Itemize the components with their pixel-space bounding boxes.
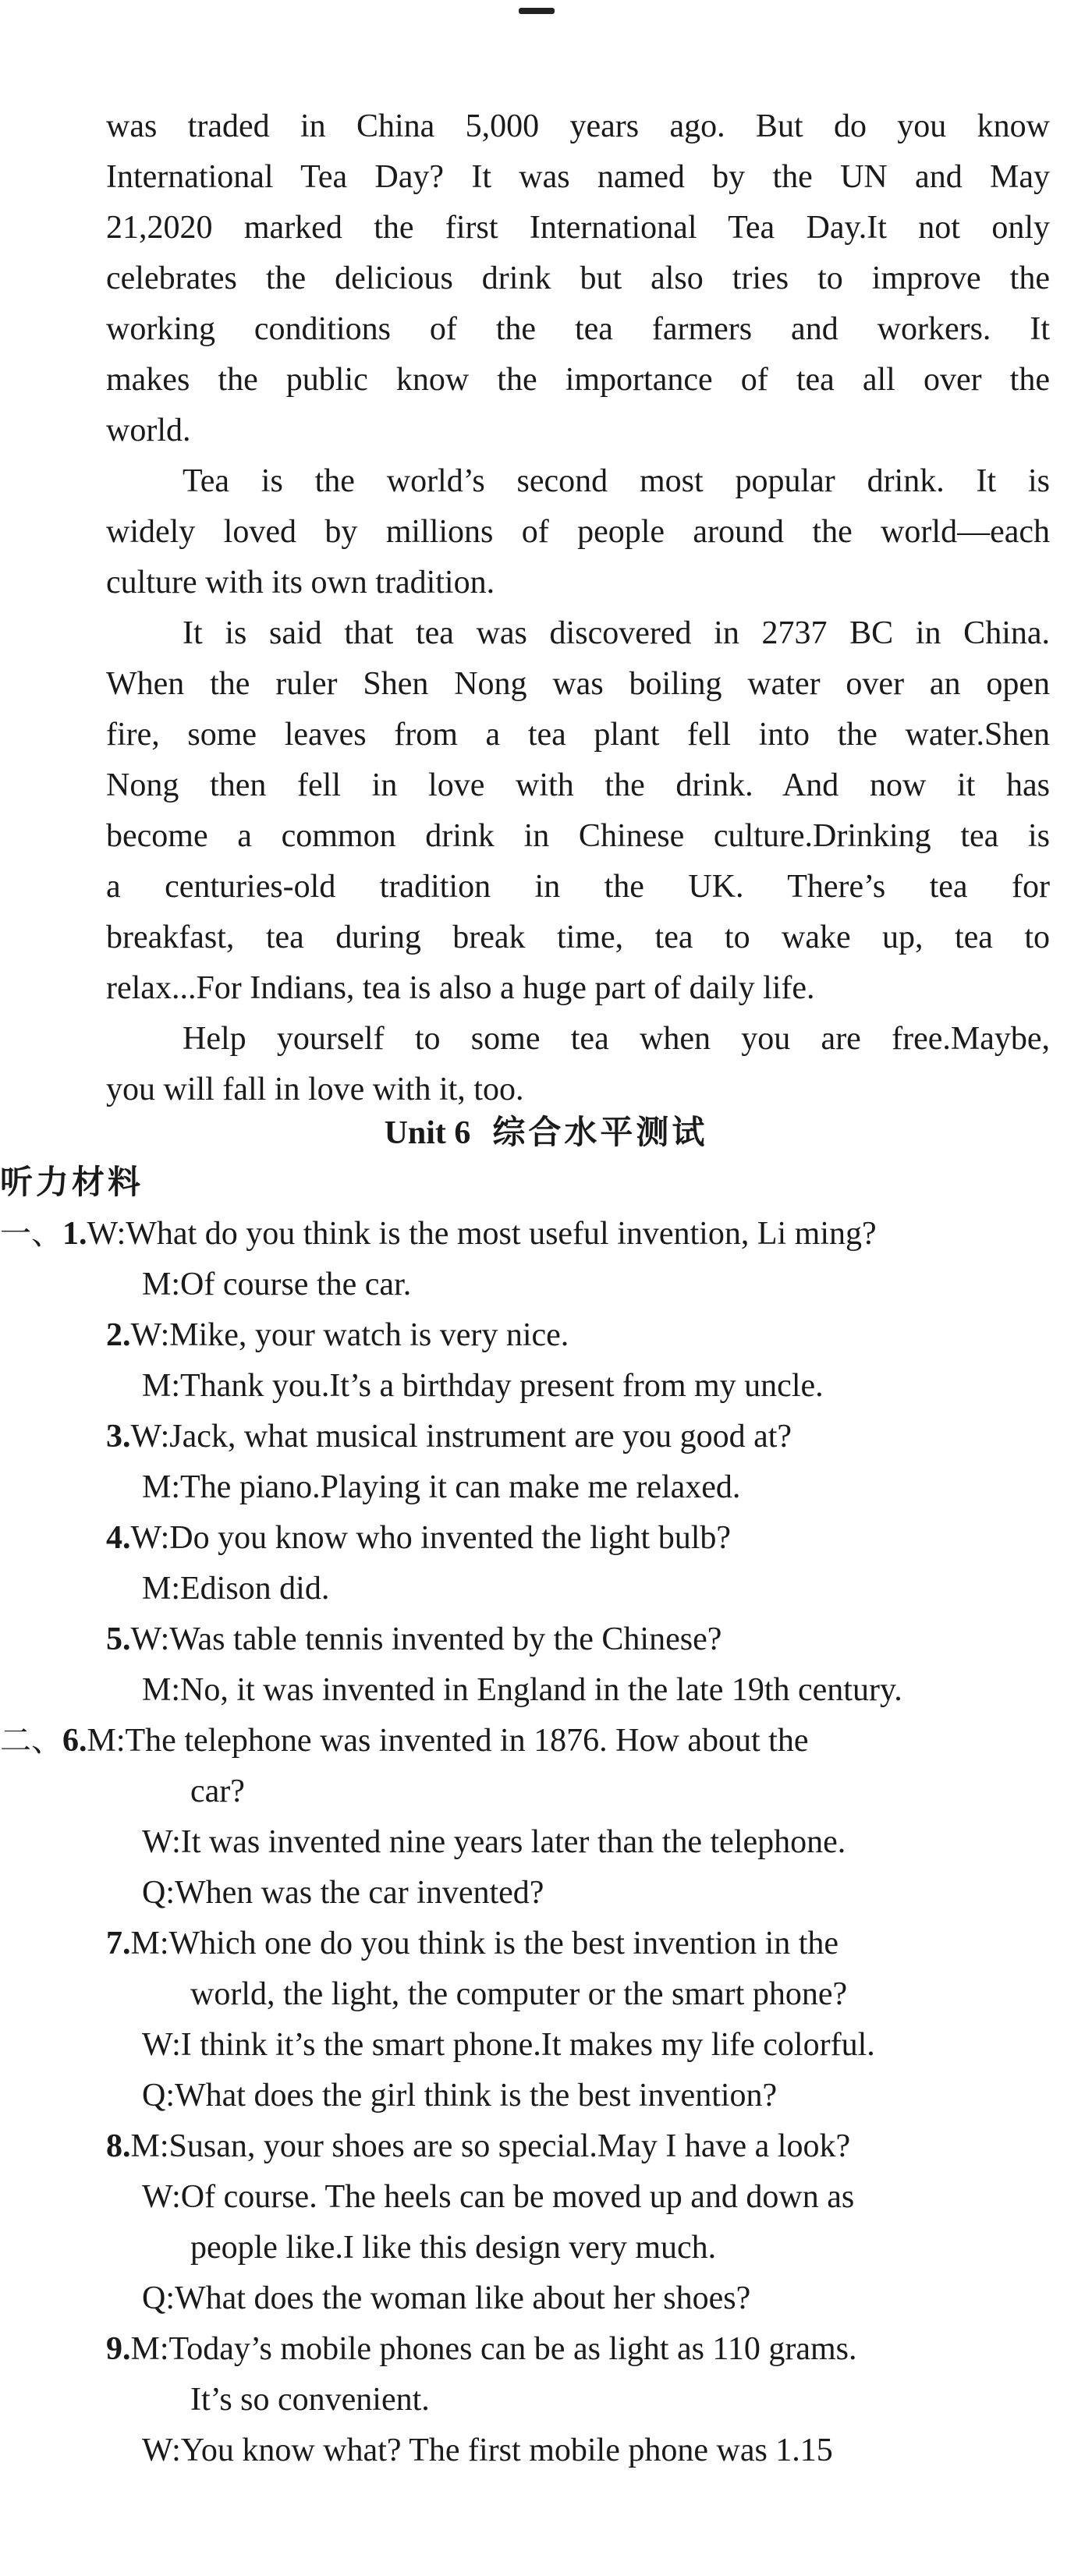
dialogue-text: Of course. The heels can be moved up and down as (180, 2179, 855, 2215)
section-heading: 听力材料 (0, 1163, 144, 1201)
item-number: 4. (106, 1520, 131, 1556)
dialogue-text: I think it’s the smart phone.It makes my life colorful. (180, 2027, 875, 2063)
dialogue-text: No, it was invented in England in the late 19th century. (180, 1672, 902, 1708)
speaker-label: W: (130, 1520, 170, 1556)
dialogue-text: Thank you.It’s a birthday present from my uncle. (180, 1368, 824, 1404)
item-number: 7. (106, 1926, 131, 1961)
text-line: Nong then fell in love with the drink. And now it has (106, 767, 1050, 803)
dialogue-line (142, 2172, 854, 2223)
speaker-label: W: (130, 1419, 170, 1455)
dialogue-line (106, 1614, 722, 1665)
dialogue-continuation: car? (190, 1773, 245, 1809)
speaker-label: W: (142, 2432, 181, 2468)
dialogue-continuation: It’s so convenient. (190, 2382, 430, 2418)
text-line: fire, some leaves from a tea plant fell into the water.Shen (106, 717, 1050, 753)
question-text: What does the woman like about her shoes? (175, 2280, 751, 2316)
speaker-label: M: (130, 2128, 169, 2164)
text-line: Tea is the world’s second most popular drink. It is (183, 463, 1050, 499)
dialogue-text: Mike, your watch is very nice. (169, 1317, 569, 1353)
item-number: 1. (62, 1216, 87, 1252)
dialogue-line (142, 2071, 777, 2121)
dialogue-line (106, 1513, 731, 1564)
dialogue-line (106, 1310, 569, 1361)
dialogue-text: The piano.Playing it can make me relaxed. (180, 1469, 741, 1505)
passage-paragraph-2 (106, 456, 1050, 608)
text-line: International Tea Day? It was named by the UN and May (106, 159, 1050, 195)
dialogue-text: The telephone was invented in 1876. How about the (125, 1723, 809, 1759)
dialogue-line (142, 2273, 750, 2324)
dialogue-line (142, 1361, 824, 1412)
dialogue-line (106, 1919, 838, 1969)
dialogue-line (142, 1462, 740, 1513)
speaker-label: M: (130, 2331, 169, 2367)
text-line: become a common drink in Chinese culture.Drinking tea is (106, 818, 1050, 854)
dialogue-line (106, 1412, 792, 1462)
dialogue-text: Of course the car. (180, 1267, 412, 1302)
text-line: 21,2020 marked the first International Tea Day.It not only (106, 210, 1050, 246)
speaker-label: M: (142, 1368, 181, 1404)
dialogue-text: Jack, what musical instrument are you good at? (169, 1419, 792, 1455)
dialogue-text: It was invented nine years later than the telephone. (180, 1824, 846, 1860)
top-mark (519, 8, 555, 14)
passage-paragraph-4 (106, 1014, 1050, 1115)
item-number: 6. (62, 1723, 87, 1759)
dialogue-line (106, 2324, 857, 2375)
speaker-label: W: (130, 1621, 170, 1657)
dialogue-line (142, 2425, 833, 2476)
dialogue-text: Today’s mobile phones can be as light as 110 grams. (168, 2331, 857, 2367)
dialogue-continuation: world, the light, the computer or the smart phone? (190, 1976, 848, 2012)
speaker-label: W: (142, 1824, 181, 1860)
dialogue-text: What do you think is the most useful invention, Li ming? (126, 1216, 877, 1252)
dialogue-line (0, 1716, 808, 1766)
passage-paragraph-3 (106, 608, 1050, 1014)
speaker-label: M: (142, 1267, 181, 1302)
dialogue-line (142, 1564, 329, 1614)
text-line: Help yourself to some tea when you are free.Maybe, (183, 1021, 1050, 1057)
item-number: 3. (106, 1419, 131, 1455)
question-text: What does the girl think is the best invention? (175, 2078, 778, 2114)
text-line: working conditions of the tea farmers and workers. It (106, 311, 1050, 347)
item-number: 2. (106, 1317, 131, 1353)
dialogue-line (142, 1665, 902, 1716)
speaker-label: W: (130, 1317, 170, 1353)
speaker-label: M: (142, 1672, 181, 1708)
speaker-label: M: (142, 1571, 181, 1607)
part-marker: 二、 (0, 1723, 62, 1759)
dialogue-text: Susan, your shoes are so special.May I have a look? (168, 2128, 851, 2164)
item-number: 8. (106, 2128, 131, 2164)
dialogue-continuation: people like.I like this design very much. (190, 2230, 717, 2266)
speaker-label: Q: (142, 1875, 175, 1911)
passage-paragraph-1 (106, 101, 1050, 456)
speaker-label: W: (142, 2027, 181, 2063)
unit-label: Unit 6 (384, 1115, 471, 1151)
part-marker: 一、 (0, 1216, 62, 1252)
text-line: you will fall in love with it, too. (106, 1072, 524, 1107)
dialogue-line (0, 1209, 877, 1260)
speaker-label: M: (142, 1469, 181, 1505)
speaker-label: M: (87, 1723, 126, 1759)
dialogue-text: Which one do you think is the best invention in the (168, 1926, 839, 1961)
dialogue-line (106, 2121, 850, 2172)
dialogue-text: You know what? The first mobile phone was 1.15 (180, 2432, 833, 2468)
dialogue-text: Do you know who invented the light bulb? (169, 1520, 732, 1556)
unit-title-cn: 综合水平测试 (492, 1113, 708, 1151)
text-line: It is said that tea was discovered in 2737 BC in China. (183, 615, 1050, 651)
text-line: was traded in China 5,000 years ago. But do you know (106, 108, 1050, 144)
unit-title (0, 1109, 1092, 1157)
dialogue-line (142, 1817, 846, 1868)
text-line: world. (106, 413, 191, 448)
dialogue-line (142, 1260, 411, 1310)
text-line: relax...For Indians, tea is also a huge part of daily life. (106, 970, 815, 1006)
text-line: breakfast, tea during break time, tea to wake up, tea to (106, 919, 1050, 955)
text-line: widely loved by millions of people around the world—each (106, 514, 1050, 550)
speaker-label: W: (142, 2179, 181, 2215)
question-text: When was the car invented? (175, 1875, 544, 1911)
dialogue-line (142, 2020, 875, 2071)
item-number: 5. (106, 1621, 131, 1657)
speaker-label: Q: (142, 2280, 175, 2316)
text-line: a centuries-old tradition in the UK. There’s tea for (106, 869, 1050, 905)
dialogue-line (142, 1868, 544, 1919)
dialogue-text: Edison did. (180, 1571, 330, 1607)
dialogue-text: Was table tennis invented by the Chinese? (169, 1621, 722, 1657)
text-line: When the ruler Shen Nong was boiling water over an open (106, 666, 1050, 702)
text-line: celebrates the delicious drink but also tries to improve the (106, 260, 1050, 296)
speaker-label: W: (87, 1216, 126, 1252)
speaker-label: Q: (142, 2078, 175, 2114)
speaker-label: M: (130, 1926, 169, 1961)
text-line: makes the public know the importance of tea all over the (106, 362, 1050, 398)
text-line: culture with its own tradition. (106, 565, 495, 601)
item-number: 9. (106, 2331, 131, 2367)
